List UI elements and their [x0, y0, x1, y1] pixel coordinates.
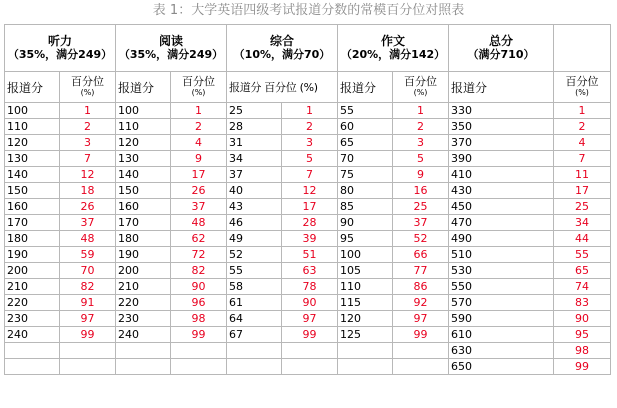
column-header-row [5, 72, 611, 103]
percentile-cell: 48 [171, 215, 227, 231]
score-cell: 550 [449, 279, 554, 295]
score-cell [338, 359, 393, 375]
percentile-cell: 7 [282, 167, 338, 183]
table-row [5, 215, 611, 231]
score-cell: 55 [227, 263, 282, 279]
score-column-header: 报道分 [338, 72, 393, 103]
percentile-cell: 25 [554, 199, 611, 215]
section-weight: （35%，满分249） [7, 48, 113, 61]
score-column-header: 报道分 [116, 72, 171, 103]
percentile-cell: 16 [393, 183, 449, 199]
percentile-cell: 99 [60, 327, 116, 343]
score-cell [5, 343, 60, 359]
score-cell [116, 343, 171, 359]
score-cell: 220 [116, 295, 171, 311]
score-cell: 90 [338, 215, 393, 231]
percentile-cell: 37 [171, 199, 227, 215]
percentile-cell: 28 [282, 215, 338, 231]
score-cell: 100 [116, 103, 171, 119]
score-cell: 370 [449, 135, 554, 151]
table-row [5, 279, 611, 295]
table-title: 表 1：大学英语四级考试报道分数的常模百分位对照表 [152, 3, 465, 18]
section-name: 作文 [380, 34, 405, 48]
percentile-cell: 66 [393, 247, 449, 263]
table-row [5, 343, 611, 359]
table-row [5, 199, 611, 215]
percentile-cell: 26 [60, 199, 116, 215]
percentile-cell: 51 [282, 247, 338, 263]
percentile-cell: 97 [393, 311, 449, 327]
score-cell: 55 [338, 103, 393, 119]
percentile-cell: 12 [60, 167, 116, 183]
score-cell: 490 [449, 231, 554, 247]
score-cell: 95 [338, 231, 393, 247]
score-cell: 170 [5, 215, 60, 231]
percentile-label: 百分位 [565, 75, 599, 88]
section-header-blank [554, 25, 611, 72]
percentile-cell: 34 [554, 215, 611, 231]
score-cell: 180 [116, 231, 171, 247]
section-header-listening [5, 25, 116, 72]
percentile-cell [171, 343, 227, 359]
score-cell: 25 [227, 103, 282, 119]
table-row [5, 135, 611, 151]
score-cell: 100 [5, 103, 60, 119]
percentile-cell: 5 [393, 151, 449, 167]
percentile-cell [282, 359, 338, 375]
score-column-header: 报道分 [5, 72, 60, 103]
percentile-column-header [171, 72, 227, 103]
score-cell: 115 [338, 295, 393, 311]
score-cell: 350 [449, 119, 554, 135]
percentile-cell: 7 [60, 151, 116, 167]
percentile-cell: 1 [554, 103, 611, 119]
percentile-cell [60, 343, 116, 359]
percentile-cell: 3 [393, 135, 449, 151]
percentile-cell: 90 [171, 279, 227, 295]
percentile-cell: 63 [282, 263, 338, 279]
percentile-cell: 98 [554, 343, 611, 359]
percentile-cell: 92 [393, 295, 449, 311]
score-cell: 450 [449, 199, 554, 215]
percentile-cell: 96 [171, 295, 227, 311]
percentile-cell: 1 [393, 103, 449, 119]
score-cell: 570 [449, 295, 554, 311]
percentile-cell: 70 [60, 263, 116, 279]
percentile-label: 百分位 [404, 75, 437, 88]
percentile-cell: 97 [60, 311, 116, 327]
section-name: 阅读 [158, 34, 183, 48]
percentile-cell: 95 [554, 327, 611, 343]
score-cell: 61 [227, 295, 282, 311]
section-weight: （35%，满分249） [118, 48, 224, 61]
section-header-row [5, 25, 611, 72]
percentile-cell: 72 [171, 247, 227, 263]
section-weight: （10%，满分70） [233, 48, 331, 61]
percentile-cell: 7 [554, 151, 611, 167]
score-cell [227, 359, 282, 375]
score-cell: 610 [449, 327, 554, 343]
score-cell: 46 [227, 215, 282, 231]
percentile-cell: 99 [171, 327, 227, 343]
score-cell: 58 [227, 279, 282, 295]
score-cell: 210 [116, 279, 171, 295]
score-cell: 64 [227, 311, 282, 327]
percentile-cell: 1 [171, 103, 227, 119]
section-name: 综合 [269, 34, 294, 48]
percentile-cell: 18 [60, 183, 116, 199]
score-cell: 37 [227, 167, 282, 183]
percentile-cell: 59 [60, 247, 116, 263]
score-cell: 52 [227, 247, 282, 263]
score-cell: 240 [5, 327, 60, 343]
score-cell: 220 [5, 295, 60, 311]
section-weight: （满分710） [467, 48, 535, 61]
percentile-cell: 44 [554, 231, 611, 247]
percentile-cell: 17 [554, 183, 611, 199]
score-cell: 75 [338, 167, 393, 183]
percentile-cell: 2 [282, 119, 338, 135]
percentile-cell: 39 [282, 231, 338, 247]
score-cell: 230 [116, 311, 171, 327]
percentile-cell [282, 343, 338, 359]
percentile-cell: 37 [393, 215, 449, 231]
percentile-cell: 86 [393, 279, 449, 295]
table-row [5, 359, 611, 375]
percentile-cell: 74 [554, 279, 611, 295]
table-row [5, 327, 611, 343]
score-cell [227, 343, 282, 359]
score-cell: 410 [449, 167, 554, 183]
score-cell: 43 [227, 199, 282, 215]
score-cell: 210 [5, 279, 60, 295]
score-cell [5, 359, 60, 375]
percentile-cell: 4 [554, 135, 611, 151]
score-cell: 150 [5, 183, 60, 199]
percentile-cell: 77 [393, 263, 449, 279]
score-cell: 105 [338, 263, 393, 279]
percentile-cell: 2 [554, 119, 611, 135]
score-cell: 190 [5, 247, 60, 263]
score-percentile-table [4, 24, 611, 375]
percentile-cell: 2 [171, 119, 227, 135]
table-row [5, 247, 611, 263]
percentile-cell: 99 [393, 327, 449, 343]
score-cell: 120 [5, 135, 60, 151]
score-cell: 120 [338, 311, 393, 327]
percentile-cell: 2 [393, 119, 449, 135]
percentile-cell: 1 [282, 103, 338, 119]
percentile-cell [171, 359, 227, 375]
score-cell: 110 [5, 119, 60, 135]
percentile-cell: 90 [282, 295, 338, 311]
score-cell: 120 [116, 135, 171, 151]
score-cell: 60 [338, 119, 393, 135]
score-cell: 190 [116, 247, 171, 263]
percentile-cell: 37 [60, 215, 116, 231]
table-row [5, 295, 611, 311]
score-cell [116, 359, 171, 375]
score-cell: 130 [116, 151, 171, 167]
score-cell: 40 [227, 183, 282, 199]
score-cell: 530 [449, 263, 554, 279]
section-name: 听力 [47, 34, 72, 48]
score-cell: 160 [116, 199, 171, 215]
percentile-cell: 25 [393, 199, 449, 215]
score-cell: 130 [5, 151, 60, 167]
percentile-cell: 97 [282, 311, 338, 327]
score-cell: 49 [227, 231, 282, 247]
table-row [5, 103, 611, 119]
percentile-cell: 52 [393, 231, 449, 247]
score-cell: 330 [449, 103, 554, 119]
percentile-column-header [60, 72, 116, 103]
score-column-header: 报道分 [449, 72, 554, 103]
score-cell: 510 [449, 247, 554, 263]
section-header-comprehensive [227, 25, 338, 72]
percentile-cell [60, 359, 116, 375]
score-cell: 28 [227, 119, 282, 135]
score-cell: 200 [5, 263, 60, 279]
percentile-unit: (%) [413, 88, 428, 97]
score-cell: 390 [449, 151, 554, 167]
section-name: 总分 [488, 34, 513, 48]
percentile-cell: 99 [554, 359, 611, 375]
score-cell: 200 [116, 263, 171, 279]
percentile-cell: 11 [554, 167, 611, 183]
score-cell: 110 [116, 119, 171, 135]
percentile-cell: 78 [282, 279, 338, 295]
percentile-cell: 9 [393, 167, 449, 183]
percentile-cell: 62 [171, 231, 227, 247]
score-cell: 230 [5, 311, 60, 327]
table-row [5, 183, 611, 199]
percentile-column-header [393, 72, 449, 103]
percentile-cell: 83 [554, 295, 611, 311]
percentile-cell: 17 [171, 167, 227, 183]
percentile-label: 百分位 [71, 75, 104, 88]
percentile-cell: 98 [171, 311, 227, 327]
percentile-cell: 2 [60, 119, 116, 135]
score-cell: 180 [5, 231, 60, 247]
score-cell: 170 [116, 215, 171, 231]
score-cell: 31 [227, 135, 282, 151]
percentile-cell: 4 [171, 135, 227, 151]
score-cell: 650 [449, 359, 554, 375]
percentile-unit: (%) [80, 88, 95, 97]
score-cell: 70 [338, 151, 393, 167]
percentile-cell: 1 [60, 103, 116, 119]
table-row [5, 231, 611, 247]
percentile-cell: 65 [554, 263, 611, 279]
percentile-cell: 55 [554, 247, 611, 263]
percentile-cell: 5 [282, 151, 338, 167]
percentile-cell: 26 [171, 183, 227, 199]
score-cell: 125 [338, 327, 393, 343]
percentile-cell: 91 [60, 295, 116, 311]
score-cell: 65 [338, 135, 393, 151]
score-cell: 100 [338, 247, 393, 263]
section-header-total [449, 25, 554, 72]
percentile-cell: 9 [171, 151, 227, 167]
percentile-cell: 82 [171, 263, 227, 279]
score-percentile-combined-header: 报道分 百分位 (%) [227, 72, 338, 103]
section-header-reading [116, 25, 227, 72]
table-row [5, 151, 611, 167]
score-cell: 430 [449, 183, 554, 199]
score-cell: 140 [116, 167, 171, 183]
table-row [5, 311, 611, 327]
table-row [5, 263, 611, 279]
score-cell: 470 [449, 215, 554, 231]
score-cell: 140 [5, 167, 60, 183]
percentile-column-header [554, 72, 611, 103]
score-cell: 34 [227, 151, 282, 167]
percentile-label: 百分位 [182, 75, 215, 88]
percentile-cell [393, 359, 449, 375]
percentile-cell: 17 [282, 199, 338, 215]
score-cell: 240 [116, 327, 171, 343]
table-row [5, 119, 611, 135]
score-cell: 85 [338, 199, 393, 215]
score-cell: 160 [5, 199, 60, 215]
percentile-cell: 48 [60, 231, 116, 247]
percentile-unit: (%) [575, 88, 589, 97]
score-cell: 150 [116, 183, 171, 199]
percentile-cell: 12 [282, 183, 338, 199]
score-cell [338, 343, 393, 359]
percentile-cell: 90 [554, 311, 611, 327]
percentile-cell [393, 343, 449, 359]
score-cell: 110 [338, 279, 393, 295]
table-row [5, 167, 611, 183]
score-cell: 590 [449, 311, 554, 327]
percentile-cell: 3 [60, 135, 116, 151]
score-cell: 67 [227, 327, 282, 343]
percentile-cell: 82 [60, 279, 116, 295]
percentile-cell: 99 [282, 327, 338, 343]
score-cell: 630 [449, 343, 554, 359]
score-cell: 80 [338, 183, 393, 199]
section-header-writing [338, 25, 449, 72]
percentile-unit: (%) [191, 88, 206, 97]
percentile-cell: 3 [282, 135, 338, 151]
section-weight: （20%，满分142） [340, 48, 446, 61]
